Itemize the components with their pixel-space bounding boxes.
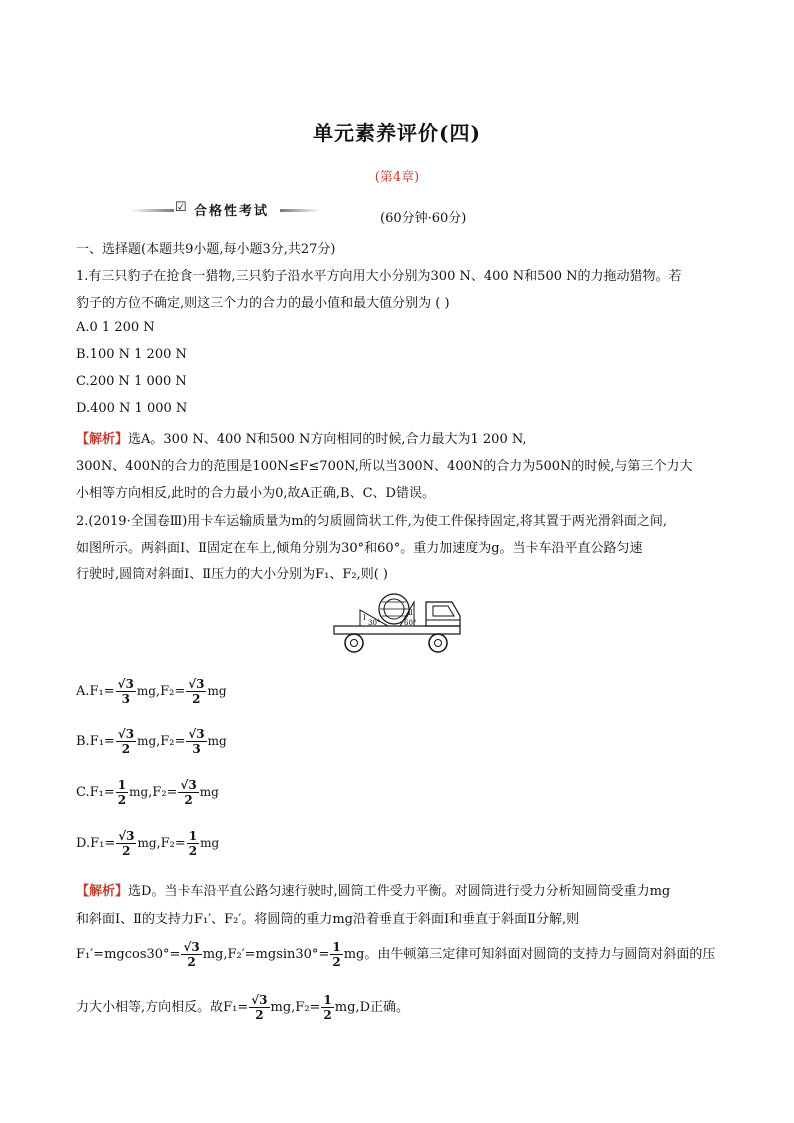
analysis-text: mg,D正确。 xyxy=(334,1000,409,1015)
denominator: 2 xyxy=(192,692,201,706)
analysis-text: F₁′=mgcos30°= xyxy=(76,947,181,962)
fraction xyxy=(181,940,201,969)
figure-label-2: Ⅱ xyxy=(408,609,413,617)
numerator: √3 xyxy=(251,993,268,1007)
q1-option-c: C.200 N 1 000 N xyxy=(76,374,187,389)
q1-option-b: B.100 N 1 200 N xyxy=(76,347,187,362)
option-f1: F₁= xyxy=(89,785,115,800)
mg-text: mg xyxy=(207,734,227,748)
checkbox-icon: ☑ xyxy=(175,200,187,215)
mg-text: mg xyxy=(137,836,157,850)
numerator: √3 xyxy=(188,727,205,741)
denominator: 2 xyxy=(117,793,127,807)
numerator: 1 xyxy=(323,993,332,1007)
numerator: √3 xyxy=(117,727,135,741)
analysis-tag: 【解析】 xyxy=(76,432,129,447)
q2-analysis-line-4 xyxy=(76,993,409,1022)
section-banner xyxy=(130,200,320,220)
q2-stem-line-1: 2.(2019·全国卷Ⅲ)用卡车运输质量为m的匀质圆筒状工件,为使工件保持固定,将其置于两光滑斜面之间, xyxy=(76,514,668,529)
mg-text: mg xyxy=(136,684,156,698)
denominator: 2 xyxy=(184,793,193,807)
analysis-tag: 【解析】 xyxy=(76,884,129,899)
fraction xyxy=(116,727,136,756)
mg-text: mg xyxy=(137,734,157,748)
option-letter: B. xyxy=(76,734,90,749)
denominator: 2 xyxy=(121,742,131,756)
q1-analysis-line-2: 300N、400N的合力的范围是100N≤F≤700N,所以当300N、400N的合力为500N的时候,与第三个力大 xyxy=(76,459,693,474)
numerator: √3 xyxy=(188,677,205,691)
denominator: 3 xyxy=(121,692,130,706)
q1-stem-line-2: 豹子的方位不确定,则这三个力的合力的最小值和最大值分别为 ( ) xyxy=(76,296,450,311)
q1-analysis-line-1 xyxy=(76,428,527,447)
q2-option-d xyxy=(76,829,219,858)
option-f2: ,F₂= xyxy=(156,734,186,749)
q1-option-a: A.0 1 200 N xyxy=(76,320,155,335)
q1-stem-line-1: 1.有三只豹子在抢食一猎物,三只豹子沿水平方向用大小分别为300 N、400 N和500 N的力拖动猎物。若 xyxy=(76,269,682,284)
fraction xyxy=(116,778,128,807)
numerator: 1 xyxy=(188,829,198,843)
option-letter: D. xyxy=(76,836,91,851)
banner-bar-right xyxy=(280,209,320,212)
denominator: 2 xyxy=(332,955,341,969)
numerator: √3 xyxy=(117,677,134,691)
q2-analysis-line-2: 和斜面Ⅰ、Ⅱ的支持力F₁′、F₂′。将圆筒的重力mg沿着垂直于斜面Ⅰ和垂直于斜面Ⅱ分解,则 xyxy=(76,912,580,927)
denominator: 2 xyxy=(122,844,131,858)
banner-bar-left xyxy=(130,209,174,212)
fraction xyxy=(186,677,206,706)
denominator: 2 xyxy=(188,844,198,858)
q1-option-d: D.400 N 1 000 N xyxy=(76,401,188,416)
mg-text: mg xyxy=(207,684,227,698)
option-f1: F₁= xyxy=(89,684,115,699)
fraction xyxy=(116,677,136,706)
fraction xyxy=(249,993,269,1022)
page-title: 单元素养评价(四) xyxy=(313,121,481,145)
mg-text: mg xyxy=(199,785,219,799)
analysis-text: mg。由牛顿第三定律可知斜面对圆筒的支持力与圆筒对斜面的压 xyxy=(343,947,716,962)
q2-stem-line-2: 如图所示。两斜面Ⅰ、Ⅱ固定在车上,倾角分别为30°和60°。重力加速度为g。当卡车沿平直公路匀速 xyxy=(76,541,643,556)
q2-answer-text: 选D。当卡车沿平直公路匀速行驶时,圆筒工件受力平衡。对圆筒进行受力分析知圆筒受重力mg xyxy=(128,884,671,899)
fraction xyxy=(187,829,199,858)
q1-analysis-line-3: 小相等方向相反,此时的合力最小为0,故A正确,B、C、D错误。 xyxy=(76,486,435,501)
option-letter: A. xyxy=(76,684,90,699)
q2-option-c xyxy=(76,778,219,807)
analysis-text: mg,F₂= xyxy=(270,1000,321,1015)
truck-figure xyxy=(330,590,470,662)
analysis-text: 力大小相等,方向相反。故F₁= xyxy=(76,1000,249,1015)
q1-answer-text: 选A。300 N、400 N和500 N方向相同的时候,合力最大为1 200 N, xyxy=(128,432,527,447)
analysis-text: mg,F₂′=mgsin30°= xyxy=(202,947,330,962)
denominator: 2 xyxy=(187,955,196,969)
fraction xyxy=(330,940,342,969)
denominator: 2 xyxy=(323,1008,332,1022)
numerator: 1 xyxy=(117,778,127,792)
q2-analysis-line-3 xyxy=(76,940,715,969)
option-f1: F₁= xyxy=(89,734,115,749)
section-heading: 一、选择题(本题共9小题,每小题3分,共27分) xyxy=(76,242,336,257)
option-f2: ,F₂= xyxy=(156,836,186,851)
figure-angle-2: 60° xyxy=(404,619,417,627)
option-letter: C. xyxy=(76,785,90,800)
q2-option-a xyxy=(76,677,227,706)
fraction xyxy=(178,778,198,807)
banner-text: 合格性考试 xyxy=(194,204,270,219)
mg-text: mg xyxy=(200,836,220,850)
chapter-label: (第4章) xyxy=(374,170,420,185)
denominator: 3 xyxy=(192,742,201,756)
fraction xyxy=(116,829,136,858)
q2-analysis-line-1 xyxy=(76,880,670,899)
figure-angle-1: 30° xyxy=(368,619,381,627)
denominator: 2 xyxy=(255,1008,264,1022)
fraction xyxy=(186,727,206,756)
figure-label-1: Ⅰ xyxy=(363,614,366,622)
option-f1: F₁= xyxy=(90,836,116,851)
fraction xyxy=(321,993,333,1022)
option-f2: ,F₂= xyxy=(148,785,178,800)
q2-stem-line-3: 行驶时,圆筒对斜面Ⅰ、Ⅱ压力的大小分别为F₁、F₂,则( ) xyxy=(76,567,388,582)
numerator: 1 xyxy=(332,940,341,954)
option-f2: ,F₂= xyxy=(155,684,186,699)
numerator: √3 xyxy=(180,778,197,792)
time-score: (60分钟·60分) xyxy=(380,211,467,226)
numerator: √3 xyxy=(183,940,200,954)
numerator: √3 xyxy=(118,829,135,843)
mg-text: mg xyxy=(129,785,149,799)
q2-option-b xyxy=(76,727,227,756)
